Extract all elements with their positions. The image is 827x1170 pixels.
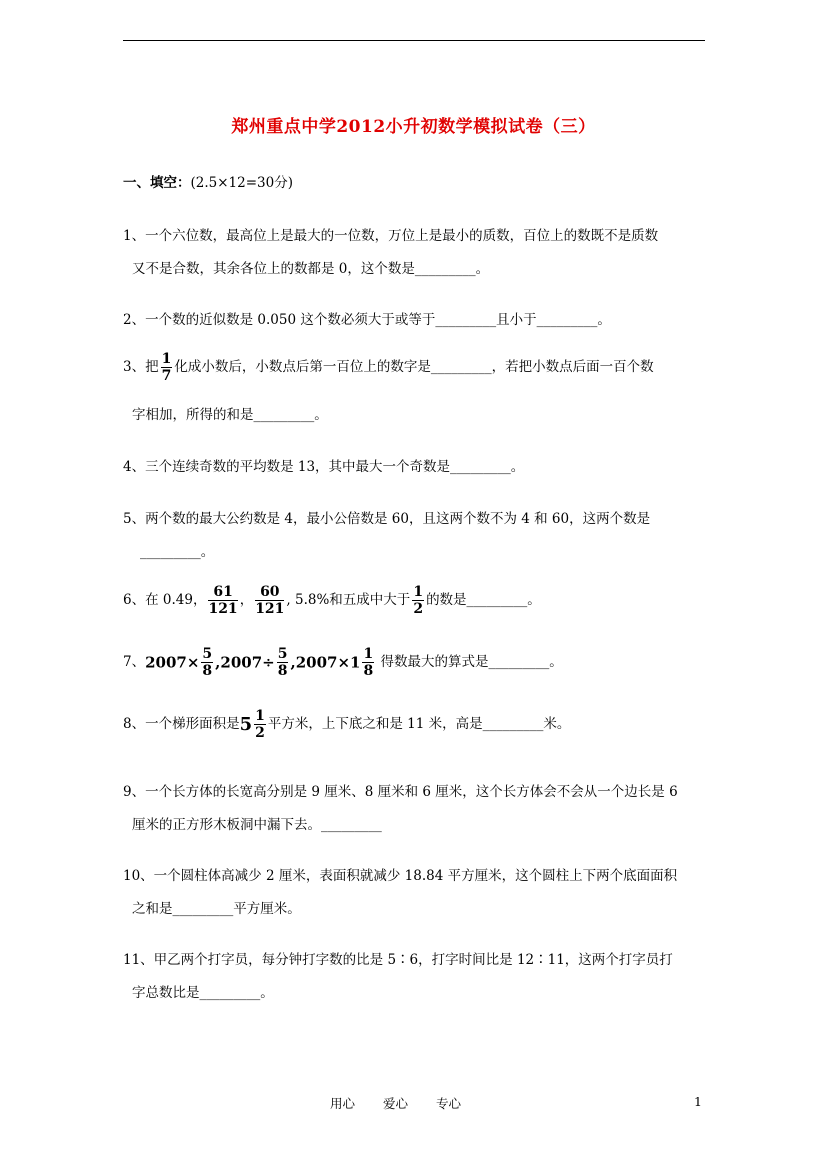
question-9-line-2: 厘米的正方形木板洞中漏下去。_________ — [132, 817, 382, 833]
q7-post: 得数最大的算式是_________。 — [376, 654, 563, 670]
q8-whole: 5 — [239, 714, 253, 735]
q6-f1-den: 121 — [208, 601, 238, 617]
q7-fraction-3 — [362, 647, 374, 678]
question-9-line-1: 9、一个长方体的长宽高分别是 9 厘米、8 厘米和 6 厘米，这个长方体会不会从一个边长是 6 — [123, 784, 678, 800]
section-score: (2.5×12=30分) — [190, 175, 293, 191]
q7-f2-den: 8 — [277, 663, 288, 679]
q7-expr-1: 2007× — [145, 653, 200, 672]
q8-fraction — [254, 709, 266, 740]
question-5-line-2: _________。 — [140, 544, 215, 560]
q7-expr-2: ,2007÷ — [215, 653, 275, 672]
q8-frac-den: 2 — [255, 725, 265, 741]
question-3-line-1 — [123, 352, 654, 383]
question-4: 4、三个连续奇数的平均数是 13，其中最大一个奇数是_________。 — [123, 459, 525, 475]
question-11-line-2: 字总数比是_________。 — [132, 985, 274, 1001]
footer-word-2: 爱心 — [383, 1096, 409, 1111]
q6-f3-num: 1 — [413, 584, 424, 600]
question-10-line-2: 之和是_________平方厘米。 — [132, 901, 301, 917]
q3-fraction — [161, 352, 173, 383]
q7-fraction-1 — [201, 647, 213, 678]
question-7 — [123, 647, 563, 678]
page-number: 1 — [694, 1094, 702, 1109]
q3-frac-den: 7 — [161, 368, 172, 384]
question-1-line-1: 1、一个六位数，最高位上是最大的一位数，万位上是最小的质数，百位上的数既不是质数 — [123, 228, 659, 244]
q7-fraction-2 — [277, 647, 289, 678]
q6-f3-den: 2 — [413, 601, 424, 617]
q6-fraction-2 — [255, 585, 284, 616]
q3-post: 化成小数后，小数点后第一百位上的数字是_________，若把小数点后面一百个数 — [174, 359, 654, 375]
page-title: 郑州重点中学2012小升初数学模拟试卷（三） — [231, 117, 596, 137]
question-3-line-2: 字相加，所得的和是_________。 — [132, 407, 328, 423]
q7-expr-3: ,2007×1 — [290, 653, 361, 672]
q7-f3-den: 8 — [363, 663, 374, 679]
question-8 — [123, 709, 570, 740]
footer-word-1: 用心 — [330, 1096, 356, 1111]
section-heading — [123, 171, 293, 191]
q7-f1-num: 5 — [202, 646, 213, 662]
question-10-line-1: 10、一个圆柱体高减少 2 厘米，表面积就减少 18.84 平方厘米，这个圆柱上下两个底面面积 — [123, 868, 678, 884]
header-rule — [123, 40, 705, 41]
q6-pre: 6、在 0.49， — [123, 592, 207, 608]
q8-pre: 8、一个梯形面积是 — [123, 716, 240, 732]
q7-f2-num: 5 — [277, 646, 288, 662]
q8-frac-num: 1 — [255, 708, 265, 724]
q6-post: 的数是_________。 — [426, 592, 541, 608]
q6-fraction-1 — [208, 585, 237, 616]
q3-frac-num: 1 — [161, 351, 172, 367]
q6-f2-den: 121 — [255, 601, 285, 617]
q6-f1-num: 61 — [208, 585, 237, 601]
section-head: 一、填空： — [123, 175, 191, 191]
q3-pre: 3、把 — [123, 359, 159, 375]
question-11-line-1: 11、甲乙两个打字员，每分钟打字数的比是 5∶6，打字时间比是 12∶11，这两个打字员打 — [123, 952, 673, 968]
q6-fraction-3 — [412, 585, 424, 616]
footer-words — [330, 1094, 489, 1112]
question-6 — [123, 585, 541, 616]
footer-word-3: 专心 — [436, 1096, 462, 1111]
q6-mid: , 5.8%和五成中大于 — [286, 592, 411, 608]
q7-pre: 7、 — [123, 654, 146, 670]
q8-post: 平方米，上下底之和是 11 米，高是_________米。 — [267, 716, 571, 732]
q6-sep: ， — [239, 592, 254, 608]
question-1-line-2: 又不是合数，其余各位上的数都是 0，这个数是_________。 — [132, 261, 490, 277]
question-5-line-1: 5、两个数的最大公约数是 4，最小公倍数是 60，且这两个数不为 4 和 60，这两个数是 — [123, 511, 651, 527]
q7-f3-num: 1 — [363, 646, 374, 662]
q6-f2-num: 60 — [255, 585, 284, 601]
question-2: 2、一个数的近似数是 0.050 这个数必须大于或等于_________且小于_________。 — [123, 312, 611, 328]
q7-f1-den: 8 — [202, 663, 213, 679]
